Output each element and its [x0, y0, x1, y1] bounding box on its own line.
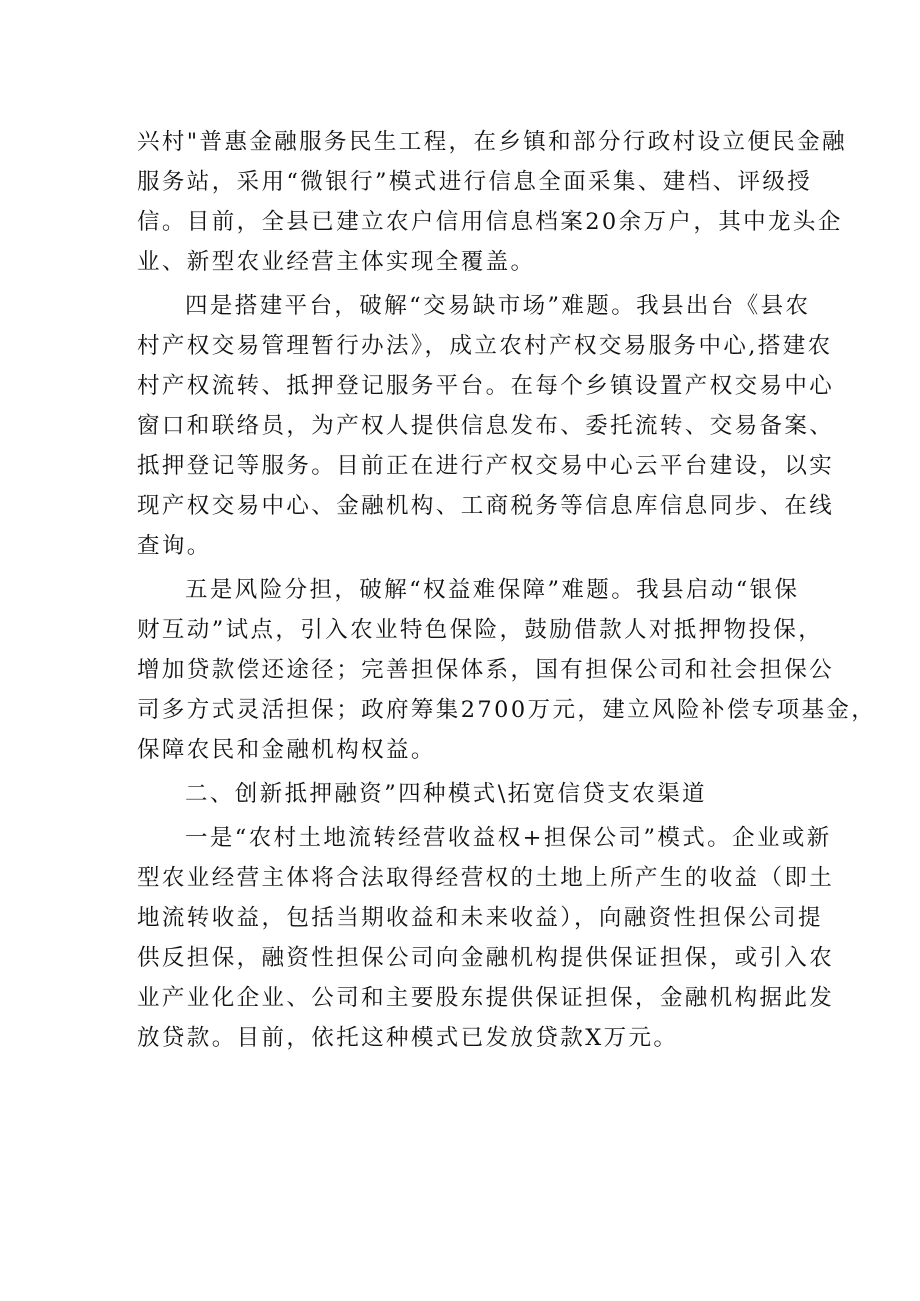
text-line: 司多方式灵活担保；政府筹集2700万元，建立风险补偿专项基金， — [137, 697, 877, 723]
text-line: 业、新型农业经营主体实现全覆盖。 — [137, 249, 536, 275]
text-line: 兴村"普惠金融服务民生工程，在乡镇和部分行政村设立便民金融 — [137, 129, 847, 155]
text-line: 五是风险分担，破解“权益难保障”难题。我县启动“银保 — [185, 577, 800, 603]
text-line: 现产权交易中心、金融机构、工商税务等信息库信息同步、在线 — [137, 493, 835, 519]
paragraph-platform — [137, 286, 835, 566]
text-line: 村产权交易管理暂行办法》，成立农村产权交易服务中心,搭建农 — [137, 333, 833, 359]
paragraph-risk-sharing — [137, 570, 877, 770]
text-line: 窗口和联络员，为产权人提供信息发布、委托流转、交易备案、 — [137, 413, 835, 439]
text-line: 地流转收益，包括当期收益和未来收益），向融资性担保公司提 — [137, 905, 823, 931]
text-line: 抵押登记等服务。目前正在进行产权交易中心云平台建设，以实 — [137, 453, 835, 479]
text-line: 村产权流转、抵押登记服务平台。在每个乡镇设置产权交易中心 — [137, 373, 835, 399]
text-line: 四是搭建平台，破解“交易缺市场”难题。我县出台《县农 — [185, 293, 811, 319]
text-line: 放贷款。目前，依托这种模式已发放贷款X万元。 — [137, 1025, 679, 1051]
document-body — [137, 122, 877, 1058]
text-line: 一是“农村土地流转经营收益权+担保公司”模式。企业或新 — [185, 825, 832, 851]
text-line: 业产业化企业、公司和主要股东提供保证担保，金融机构据此发 — [137, 985, 835, 1011]
text-line: 信。目前，全县已建立农户信用信息档案20余万户，其中龙头企 — [137, 209, 843, 235]
text-line: 供反担保，融资性担保公司向金融机构提供保证担保，或引入农 — [137, 945, 835, 971]
text-line: 型农业经营主体将合法取得经营权的土地上所产生的收益（即土 — [137, 865, 835, 891]
paragraph-continuation — [137, 122, 847, 282]
text-line: 服务站，采用“微银行”模式进行信息全面采集、建档、评级授 — [137, 169, 813, 195]
text-line: 增加贷款偿还途径；完善担保体系，国有担保公司和社会担保公 — [137, 657, 835, 683]
text-line: 财互动”试点，引入农业特色保险，鼓励借款人对抵押物投保， — [137, 617, 824, 643]
heading-line: 二、创新抵押融资”四种模式\拓宽信贷支农渠道 — [185, 781, 707, 807]
paragraph-model-one — [137, 818, 835, 1058]
text-line: 查询。 — [137, 533, 212, 559]
text-line: 保障农民和金融机构权益。 — [137, 737, 436, 763]
section-heading — [137, 774, 797, 814]
